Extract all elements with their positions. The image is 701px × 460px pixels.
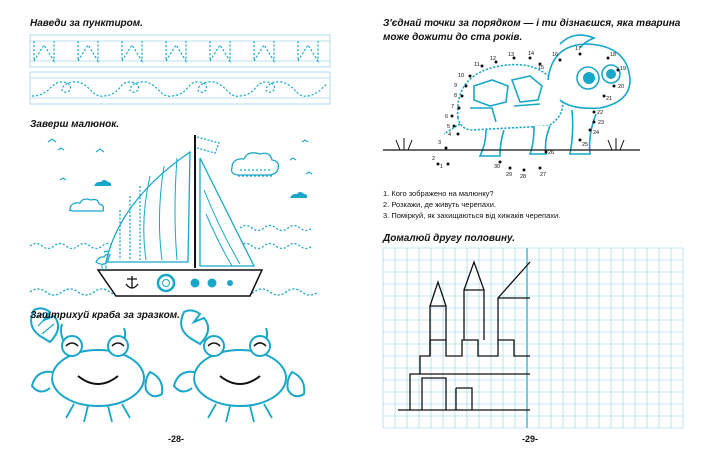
dot-label: 22 (597, 110, 604, 116)
heading-drawing: Заверш малюнок. (30, 119, 120, 130)
dot-label: 14 (528, 51, 535, 57)
dot-label: 1 (440, 164, 444, 170)
heading-dots-line2: може дожити до ста років. (383, 32, 523, 43)
heading-trace: Наведи за пунктиром. (30, 18, 143, 29)
dot-label: 2 (432, 156, 436, 162)
dot-label: 5 (447, 124, 451, 130)
symmetry-grid (383, 248, 683, 428)
question-1: 1. Кого зображено на малюнку? (383, 189, 494, 198)
dot-label: 20 (618, 84, 625, 90)
dot-label: 10 (458, 73, 465, 79)
dot-label: 23 (598, 120, 605, 126)
heading-dots-line1: З'єднай точки за порядком — і ти дізнаєшся, яка тварина (383, 18, 681, 29)
dot-label: 17 (575, 46, 582, 52)
dot-label: 4 (448, 132, 452, 138)
dot-label: 3 (438, 140, 442, 146)
dot-label: 21 (606, 96, 613, 102)
dot-label: 16 (552, 52, 559, 58)
dot-label: 29 (506, 172, 513, 178)
dot-label: 26 (548, 150, 555, 156)
page-number-right: -29- (522, 434, 539, 444)
dot-label: 25 (582, 142, 589, 148)
dot-label: 6 (445, 114, 449, 120)
dot-label: 24 (593, 130, 600, 136)
dot-label: 12 (490, 56, 497, 62)
dot-label: 9 (454, 83, 458, 89)
question-3: 3. Поміркуй, як захищаються від хижаків черепахи. (383, 211, 561, 220)
dot-label: 7 (451, 104, 455, 110)
heading-half: Домалюй другу половину. (383, 233, 515, 244)
dot-label: 28 (520, 174, 527, 180)
question-2: 2. Розкажи, де живуть черепахи. (383, 200, 497, 209)
heading-crab: Заштрихуй краба за зразком. (30, 310, 180, 321)
dot-label: 8 (454, 93, 458, 99)
page-number-left: -28- (168, 434, 185, 444)
dot-label: 19 (620, 66, 627, 72)
dot-label: 30 (494, 164, 501, 170)
dot-label: 13 (508, 52, 515, 58)
dot-label: 15 (538, 65, 545, 71)
dot-label: 11 (474, 62, 480, 68)
dot-label: 27 (540, 172, 547, 178)
dot-label: 18 (610, 52, 617, 58)
